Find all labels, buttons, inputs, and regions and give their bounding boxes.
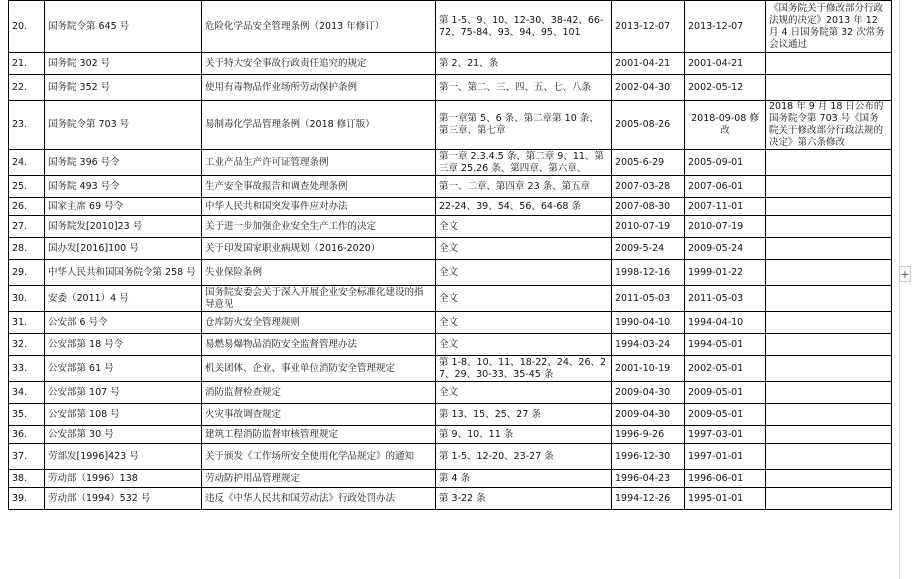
table-row	[9, 404, 892, 426]
table-row	[9, 1, 892, 53]
regulation-title-cell: 关于特大安全事故行政责任追究的规定	[202, 53, 436, 75]
row-number-cell: 26.	[9, 198, 45, 216]
remark-cell	[766, 470, 892, 488]
regulation-title-cell: 火灾事故调查规定	[202, 404, 436, 426]
remark-cell	[766, 382, 892, 404]
effective-date-cell: 2009-05-01	[685, 404, 766, 426]
issue-date-cell: 1994-12-26	[612, 488, 685, 510]
effective-date-cell: 1997-01-01	[685, 444, 766, 470]
document-number-cell: 国务院 493 号令	[45, 176, 202, 198]
table-row	[9, 356, 892, 382]
row-number-cell: 32.	[9, 334, 45, 356]
regulation-title-cell: 易制毒化学品管理条例（2018 修订版）	[202, 101, 436, 150]
effective-date-cell: 2013-12-07	[685, 1, 766, 53]
remark-cell	[766, 150, 892, 176]
document-number-cell: 劳部发[1996]423 号	[45, 444, 202, 470]
row-number-cell: 20.	[9, 1, 45, 53]
row-number-cell: 25.	[9, 176, 45, 198]
row-number-cell: 27.	[9, 216, 45, 238]
applicable-articles-cell: 第一、二章、第四章 23 条、第五章	[436, 176, 612, 198]
regulation-title-cell: 机关团体、企业、事业单位消防安全管理规定	[202, 356, 436, 382]
regulation-title-cell: 违反《中华人民共和国劳动法》行政处罚办法	[202, 488, 436, 510]
row-number-cell: 24.	[9, 150, 45, 176]
applicable-articles-cell: 第 1-8、10、11、18-22、24、26、27、29、30-33、35-45 条	[436, 356, 612, 382]
issue-date-cell: 2009-04-30	[612, 404, 685, 426]
table-row	[9, 238, 892, 260]
issue-date-cell: 2013-12-07	[612, 1, 685, 53]
remark-cell: 《国务院关于修改部分行政法规的决定》2013 年 12 月 4 日国务院第 32 次常务会议通过	[766, 1, 892, 53]
row-number-cell: 29.	[9, 260, 45, 286]
document-number-cell: 安委（2011）4 号	[45, 286, 202, 312]
document-number-cell: 国务院令第 703 号	[45, 101, 202, 150]
issue-date-cell: 2007-08-30	[612, 198, 685, 216]
table-row	[9, 488, 892, 510]
effective-date-cell: 1999-01-22	[685, 260, 766, 286]
applicable-articles-cell: 第 3-22 条	[436, 488, 612, 510]
document-number-cell: 劳动部（1994）532 号	[45, 488, 202, 510]
document-number-cell: 公安部第 107 号	[45, 382, 202, 404]
applicable-articles-cell: 第一章 2.3.4.5 条、第二章 9、11、第三章 25.26 条、第四章、第六章、	[436, 150, 612, 176]
regulation-title-cell: 消防监督检查规定	[202, 382, 436, 404]
table-row	[9, 150, 892, 176]
issue-date-cell: 1996-12-30	[612, 444, 685, 470]
page-edge-divider	[899, 0, 900, 579]
regulation-title-cell: 失业保险条例	[202, 260, 436, 286]
effective-date-cell: 2010-07-19	[685, 216, 766, 238]
document-number-cell: 国务院令第 645 号	[45, 1, 202, 53]
table-row	[9, 312, 892, 334]
row-number-cell: 21.	[9, 53, 45, 75]
remark-cell	[766, 356, 892, 382]
document-number-cell: 公安部 6 号令	[45, 312, 202, 334]
document-number-cell: 国务院 352 号	[45, 75, 202, 101]
regulation-title-cell: 劳动防护用品管理规定	[202, 470, 436, 488]
issue-date-cell: 2010-07-19	[612, 216, 685, 238]
table-row	[9, 426, 892, 444]
remark-cell	[766, 176, 892, 198]
regulations-table	[8, 0, 892, 510]
effective-date-cell: 2007-11-01	[685, 198, 766, 216]
issue-date-cell: 2001-10-19	[612, 356, 685, 382]
issue-date-cell: 2011-05-03	[612, 286, 685, 312]
issue-date-cell: 2002-04-30	[612, 75, 685, 101]
regulation-title-cell: 易燃易爆物品消防安全监督管理办法	[202, 334, 436, 356]
issue-date-cell: 2007-03-28	[612, 176, 685, 198]
regulation-title-cell: 中华人民共和国突发事件应对办法	[202, 198, 436, 216]
row-number-cell: 37.	[9, 444, 45, 470]
document-number-cell: 公安部第 108 号	[45, 404, 202, 426]
document-page	[8, 0, 892, 510]
document-number-cell: 公安部第 18 号令	[45, 334, 202, 356]
effective-date-cell: 2011-05-03	[685, 286, 766, 312]
table-row	[9, 382, 892, 404]
effective-date-cell: 1994-05-01	[685, 334, 766, 356]
row-number-cell: 35.	[9, 404, 45, 426]
applicable-articles-cell: 全文	[436, 238, 612, 260]
remark-cell	[766, 334, 892, 356]
regulation-title-cell: 关于颁发《工作场所安全使用化学品规定》的通知	[202, 444, 436, 470]
issue-date-cell: 1996-9-26	[612, 426, 685, 444]
regulation-title-cell: 危险化学品安全管理条例（2013 年修订）	[202, 1, 436, 53]
table-body	[9, 1, 892, 510]
remark-cell	[766, 426, 892, 444]
row-number-cell: 34.	[9, 382, 45, 404]
remark-cell: 2018 年 9 月 18 日公布的国务院令第 703 号《国务院关于修改部分行政法规的决定》第六条修改	[766, 101, 892, 150]
applicable-articles-cell: 全文	[436, 334, 612, 356]
table-row	[9, 444, 892, 470]
issue-date-cell: 1994-03-24	[612, 334, 685, 356]
effective-date-cell: 2009-05-24	[685, 238, 766, 260]
applicable-articles-cell: 第 4 条	[436, 470, 612, 488]
table-row	[9, 53, 892, 75]
row-number-cell: 23.	[9, 101, 45, 150]
effective-date-cell: 2001-04-21	[685, 53, 766, 75]
issue-date-cell: 2005-08-26	[612, 101, 685, 150]
row-number-cell: 31.	[9, 312, 45, 334]
row-number-cell: 33.	[9, 356, 45, 382]
applicable-articles-cell: 第 13、15、25、27 条	[436, 404, 612, 426]
document-number-cell: 公安部第 61 号	[45, 356, 202, 382]
remark-cell	[766, 404, 892, 426]
issue-date-cell: 2005-6-29	[612, 150, 685, 176]
table-row	[9, 101, 892, 150]
regulation-title-cell: 建筑工程消防监督审核管理规定	[202, 426, 436, 444]
issue-date-cell: 2001-04-21	[612, 53, 685, 75]
issue-date-cell: 1996-04-23	[612, 470, 685, 488]
document-number-cell: 国务院 396 号令	[45, 150, 202, 176]
table-row	[9, 470, 892, 488]
row-number-cell: 28.	[9, 238, 45, 260]
regulation-title-cell: 关于印发国家职业病规划（2016-2020）	[202, 238, 436, 260]
remark-cell	[766, 312, 892, 334]
effective-date-cell: 1994-04-10	[685, 312, 766, 334]
table-row	[9, 75, 892, 101]
row-number-cell: 22.	[9, 75, 45, 101]
regulation-title-cell: 关于进一步加强企业安全生产工作的决定	[202, 216, 436, 238]
remark-cell	[766, 286, 892, 312]
applicable-articles-cell: 全文	[436, 260, 612, 286]
applicable-articles-cell: 第 2、21、条	[436, 53, 612, 75]
row-number-cell: 39.	[9, 488, 45, 510]
row-number-cell: 30.	[9, 286, 45, 312]
effective-date-cell: 1996-06-01	[685, 470, 766, 488]
regulation-title-cell: 仓库防火安全管理规则	[202, 312, 436, 334]
remark-cell	[766, 198, 892, 216]
remark-cell	[766, 238, 892, 260]
remark-cell	[766, 75, 892, 101]
effective-date-cell: 2002-05-01	[685, 356, 766, 382]
document-number-cell: 国家主席 69 号令	[45, 198, 202, 216]
applicable-articles-cell: 全文	[436, 216, 612, 238]
effective-date-cell: 1995-01-01	[685, 488, 766, 510]
document-number-cell: 公安部第 30 号	[45, 426, 202, 444]
applicable-articles-cell: 全文	[436, 382, 612, 404]
document-number-cell: 劳动部（1996）138	[45, 470, 202, 488]
table-row	[9, 260, 892, 286]
document-number-cell: 国务院 302 号	[45, 53, 202, 75]
regulation-title-cell: 生产安全事故报告和调查处理条例	[202, 176, 436, 198]
remark-cell	[766, 260, 892, 286]
issue-date-cell: 1998-12-16	[612, 260, 685, 286]
expand-panel-button[interactable]: +	[900, 268, 910, 281]
table-row	[9, 198, 892, 216]
effective-date-cell: 2005-09-01	[685, 150, 766, 176]
document-number-cell: 国务院发[2010]23 号	[45, 216, 202, 238]
regulation-title-cell: 使用有毒物品作业场所劳动保护条例	[202, 75, 436, 101]
applicable-articles-cell: 22-24、39、54、56、64-68 条	[436, 198, 612, 216]
effective-date-cell: 1997-03-01	[685, 426, 766, 444]
applicable-articles-cell: 第一章第 5、6 条、第二章第 10 条、第三章、第七章	[436, 101, 612, 150]
table-row	[9, 334, 892, 356]
table-row	[9, 176, 892, 198]
regulation-title-cell: 国务院安委会关于深入开展企业安全标准化建设的指导意见	[202, 286, 436, 312]
issue-date-cell: 1990-04-10	[612, 312, 685, 334]
table-row	[9, 286, 892, 312]
applicable-articles-cell: 第 9、10、11 条	[436, 426, 612, 444]
regulation-title-cell: 工业产品生产许可证管理条例	[202, 150, 436, 176]
document-number-cell: 中华人民共和国国务院令第 258 号	[45, 260, 202, 286]
remark-cell	[766, 444, 892, 470]
row-number-cell: 38.	[9, 470, 45, 488]
row-number-cell: 36.	[9, 426, 45, 444]
applicable-articles-cell: 第一、第二、三、四、五、七、八条	[436, 75, 612, 101]
issue-date-cell: 2009-04-30	[612, 382, 685, 404]
applicable-articles-cell: 第 1-5、12-20、23-27 条	[436, 444, 612, 470]
effective-date-cell: 2007-06-01	[685, 176, 766, 198]
remark-cell	[766, 216, 892, 238]
applicable-articles-cell: 第 1-5、9、10、12-30、38-42、66-72、75-84、93、94、95、101	[436, 1, 612, 53]
applicable-articles-cell: 全文	[436, 312, 612, 334]
remark-cell	[766, 488, 892, 510]
effective-date-cell: 2002-05-12	[685, 75, 766, 101]
remark-cell	[766, 53, 892, 75]
effective-date-cell: 2018-09-08 修改	[685, 101, 766, 150]
effective-date-cell: 2009-05-01	[685, 382, 766, 404]
applicable-articles-cell: 全文	[436, 286, 612, 312]
table-row	[9, 216, 892, 238]
document-number-cell: 国办发[2016]100 号	[45, 238, 202, 260]
issue-date-cell: 2009-5-24	[612, 238, 685, 260]
